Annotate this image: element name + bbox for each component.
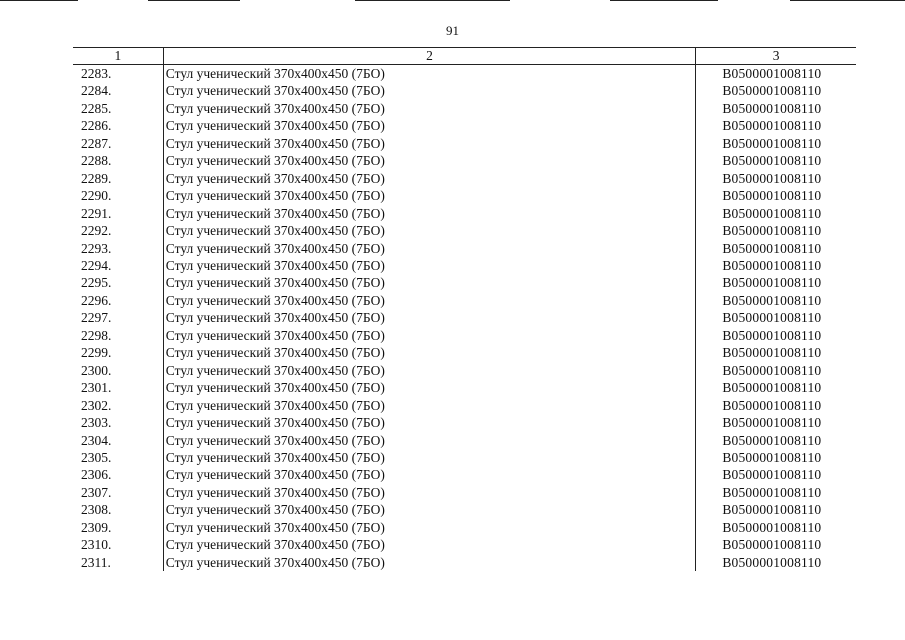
row-number: 2306. (73, 466, 163, 483)
table-row (73, 501, 856, 518)
item-name: Стул ученический 370x400x450 (7БО) (163, 117, 696, 134)
row-number: 2308. (73, 501, 163, 518)
table-row (73, 344, 856, 361)
table-row (73, 397, 856, 414)
item-code: B0500001008110 (722, 118, 822, 134)
row-number: 2292. (73, 222, 163, 239)
item-code: B0500001008110 (722, 257, 822, 273)
item-name: Стул ученический 370x400x450 (7БО) (163, 449, 696, 466)
table-row (73, 292, 856, 309)
row-number: 2304. (73, 432, 163, 449)
table-row (73, 187, 856, 204)
table-body (73, 65, 856, 572)
row-number: 2297. (73, 309, 163, 326)
row-number: 2287. (73, 135, 163, 152)
item-code: B0500001008110 (722, 502, 822, 518)
item-name: Стул ученический 370x400x450 (7БО) (163, 519, 696, 536)
item-name: Стул ученический 370x400x450 (7БО) (163, 397, 696, 414)
row-number: 2296. (73, 292, 163, 309)
item-code: B0500001008110 (722, 415, 822, 431)
item-name: Стул ученический 370x400x450 (7БО) (163, 466, 696, 483)
item-code: B0500001008110 (722, 135, 822, 151)
item-name: Стул ученический 370x400x450 (7БО) (163, 327, 696, 344)
row-number: 2311. (73, 554, 163, 571)
item-name: Стул ученический 370x400x450 (7БО) (163, 170, 696, 187)
item-code: B0500001008110 (722, 223, 822, 239)
table-row (73, 170, 856, 187)
table-row (73, 484, 856, 501)
item-name: Стул ученический 370x400x450 (7БО) (163, 379, 696, 396)
item-code: B0500001008110 (722, 554, 822, 570)
item-code: B0500001008110 (722, 83, 822, 99)
item-code: B0500001008110 (722, 484, 822, 500)
row-number: 2309. (73, 519, 163, 536)
table-row (73, 362, 856, 379)
column-header-code: 3 (696, 48, 856, 65)
table-row (73, 327, 856, 344)
items-table (73, 47, 856, 571)
item-code: B0500001008110 (722, 519, 822, 535)
item-name: Стул ученический 370x400x450 (7БО) (163, 100, 696, 117)
item-code: B0500001008110 (722, 275, 822, 291)
table-row (73, 82, 856, 99)
table-row (73, 65, 856, 83)
item-name: Стул ученический 370x400x450 (7БО) (163, 240, 696, 257)
table-row (73, 274, 856, 291)
item-name: Стул ученический 370x400x450 (7БО) (163, 274, 696, 291)
row-number: 2310. (73, 536, 163, 553)
column-header-number: 1 (73, 48, 163, 65)
table-row (73, 257, 856, 274)
item-name: Стул ученический 370x400x450 (7БО) (163, 362, 696, 379)
table-row (73, 379, 856, 396)
row-number: 2298. (73, 327, 163, 344)
table-row (73, 519, 856, 536)
row-number: 2300. (73, 362, 163, 379)
item-name: Стул ученический 370x400x450 (7БО) (163, 536, 696, 553)
item-code: B0500001008110 (722, 432, 822, 448)
row-number: 2303. (73, 414, 163, 431)
scan-top-edge-marks (0, 0, 905, 4)
item-code: B0500001008110 (722, 362, 822, 378)
item-name: Стул ученический 370x400x450 (7БО) (163, 135, 696, 152)
item-name: Стул ученический 370x400x450 (7БО) (163, 65, 696, 83)
table-row (73, 205, 856, 222)
item-code: B0500001008110 (722, 170, 822, 186)
item-name: Стул ученический 370x400x450 (7БО) (163, 152, 696, 169)
item-name: Стул ученический 370x400x450 (7БО) (163, 257, 696, 274)
item-name: Стул ученический 370x400x450 (7БО) (163, 554, 696, 571)
item-code: B0500001008110 (722, 397, 822, 413)
table-row (73, 100, 856, 117)
item-code: B0500001008110 (722, 537, 822, 553)
table-row (73, 152, 856, 169)
item-name: Стул ученический 370x400x450 (7БО) (163, 501, 696, 518)
item-code: B0500001008110 (722, 467, 822, 483)
item-code: B0500001008110 (722, 153, 822, 169)
table-header-row (73, 48, 856, 65)
item-code: B0500001008110 (722, 449, 822, 465)
row-number: 2302. (73, 397, 163, 414)
item-code: B0500001008110 (722, 66, 822, 81)
item-name: Стул ученический 370x400x450 (7БО) (163, 82, 696, 99)
table-row (73, 117, 856, 134)
column-header-name: 2 (163, 48, 696, 65)
table-row (73, 554, 856, 571)
item-code: B0500001008110 (722, 345, 822, 361)
item-code: B0500001008110 (722, 380, 822, 396)
item-name: Стул ученический 370x400x450 (7БО) (163, 292, 696, 309)
row-number: 2299. (73, 344, 163, 361)
row-number: 2283. (73, 65, 163, 83)
table-row (73, 414, 856, 431)
item-code: B0500001008110 (722, 327, 822, 343)
row-number: 2291. (73, 205, 163, 222)
item-code: B0500001008110 (722, 310, 822, 326)
table-row (73, 432, 856, 449)
item-name: Стул ученический 370x400x450 (7БО) (163, 309, 696, 326)
row-number: 2307. (73, 484, 163, 501)
table-row (73, 222, 856, 239)
item-name: Стул ученический 370x400x450 (7БО) (163, 222, 696, 239)
item-code: B0500001008110 (722, 292, 822, 308)
table-row (73, 449, 856, 466)
item-name: Стул ученический 370x400x450 (7БО) (163, 484, 696, 501)
item-code: B0500001008110 (722, 240, 822, 256)
row-number: 2285. (73, 100, 163, 117)
item-code: B0500001008110 (722, 205, 822, 221)
page-number: 91 (446, 23, 459, 38)
item-name: Стул ученический 370x400x450 (7БО) (163, 187, 696, 204)
item-code: B0500001008110 (722, 188, 822, 204)
row-number: 2289. (73, 170, 163, 187)
table-row (73, 240, 856, 257)
item-name: Стул ученический 370x400x450 (7БО) (163, 344, 696, 361)
row-number: 2290. (73, 187, 163, 204)
item-name: Стул ученический 370x400x450 (7БО) (163, 414, 696, 431)
table-row (73, 135, 856, 152)
row-number: 2284. (73, 82, 163, 99)
row-number: 2294. (73, 257, 163, 274)
row-number: 2286. (73, 117, 163, 134)
row-number: 2301. (73, 379, 163, 396)
row-number: 2295. (73, 274, 163, 291)
row-number: 2293. (73, 240, 163, 257)
row-number: 2305. (73, 449, 163, 466)
table-row (73, 536, 856, 553)
row-number: 2288. (73, 152, 163, 169)
item-name: Стул ученический 370x400x450 (7БО) (163, 205, 696, 222)
item-name: Стул ученический 370x400x450 (7БО) (163, 432, 696, 449)
table-row (73, 466, 856, 483)
item-code: B0500001008110 (722, 100, 822, 116)
table-row (73, 309, 856, 326)
